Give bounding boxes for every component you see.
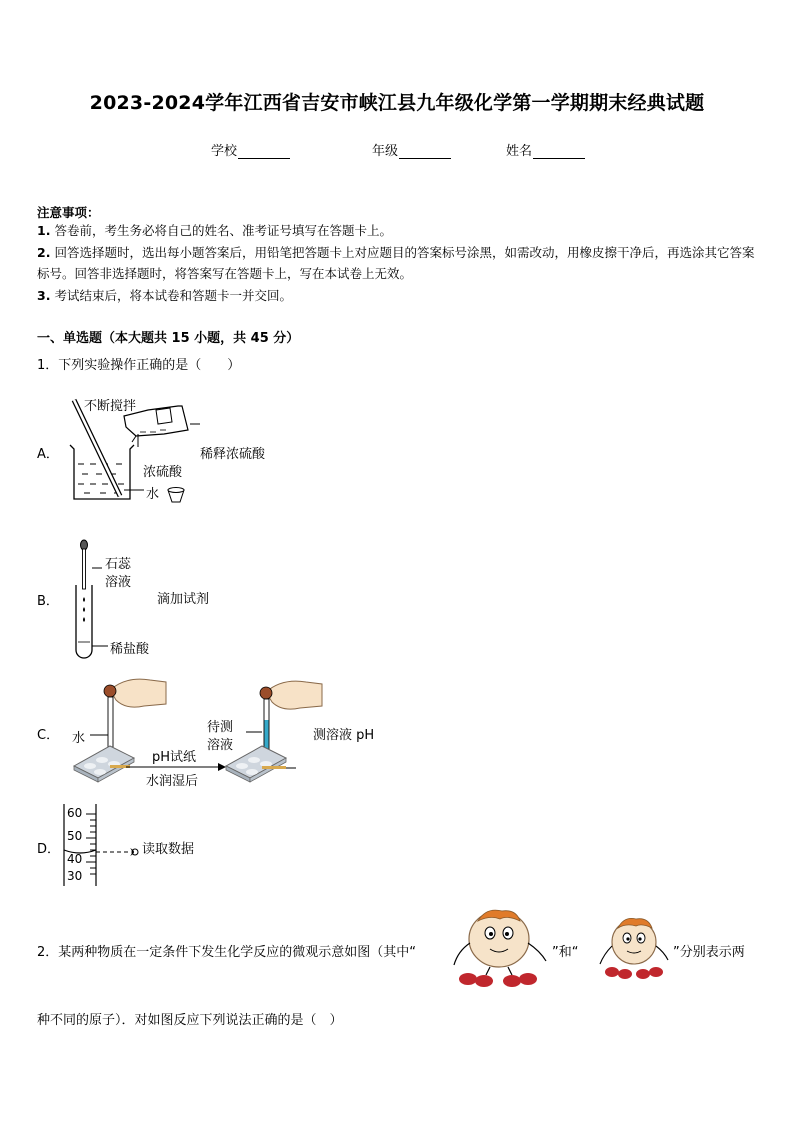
wet-label: 水润湿后 [146,774,199,789]
grade-blank [399,144,451,159]
tick-60: 60 [67,806,83,820]
name-label: 姓名 [506,144,533,159]
q2-stem-part-4: 种不同的原子）．对如图反应下列说法正确的是（ ） [37,1013,343,1028]
tick-40: 40 [67,852,83,866]
ph-paper-label: pH试纸 [152,750,197,765]
q1-option-a-label: A． [37,447,59,462]
large-atom-icon [446,903,552,989]
note-text: 考试结束后，将本试卷和答题卡一并交回。 [54,288,292,303]
school-blank [238,144,290,159]
note-item-1 [37,220,757,241]
measure-ph-caption: 测溶液 pH [313,728,375,743]
page-title: 2023-2024学年江西省吉安市峡江县九年级化学第一学期期末经典试题 [89,92,705,114]
small-atom-icon [596,912,672,984]
test-tube-figure [70,537,110,662]
note-text: 答卷前，考生务必将自己的姓名、准考证号填写在答题卡上。 [54,223,392,238]
water-label-c: 水 [72,731,86,746]
litmus-label-2: 溶液 [105,575,132,590]
solution-label-1: 待测 [207,720,234,735]
note-text: 回答选择题时，选出每小题答案后，用铅笔把答题卡上对应题目的答案标号涂黑，如需改动，用橡皮擦干净后，再选涂其它答案标号。回答非选择题时，将答案写在答题卡上，写在本试卷上无效。 [37,245,755,281]
q2-stem-part-1: 2．某两种物质在一定条件下发生化学反应的微观示意如图（其中“ [37,945,417,960]
note-item-3 [37,285,757,306]
read-data-caption: 读取数据 [142,842,195,857]
grade-label: 年级 [372,144,399,159]
note-num: 1. [37,223,51,238]
grade-field [372,140,451,159]
water-label-a: 水 [146,487,160,502]
name-field [506,140,585,159]
name-blank [533,144,585,159]
q1-stem: 1．下列实验操作正确的是（ ） [37,358,241,373]
add-reagent-caption: 滴加试剂 [157,592,210,607]
litmus-label-1: 石蕊 [105,557,132,572]
school-field [211,140,290,159]
section-title: 一、单选题（本大题共 15 小题，共 45 分） [37,331,300,346]
solution-label-2: 溶液 [207,738,234,753]
conc-acid-label: 浓硫酸 [143,465,183,480]
school-label: 学校 [211,144,238,159]
dilute-acid-caption: 稀释浓硫酸 [200,447,266,462]
notes-title: 注意事项： [37,205,100,220]
q2-stem-part-2: ”和“ [552,945,579,960]
q2-stem-part-3: ”分别表示两 [673,945,745,960]
tick-30: 30 [67,869,83,883]
q1-option-c-label: C． [37,728,60,743]
tick-50: 50 [67,829,83,843]
dilute-hcl-label: 稀盐酸 [110,642,150,657]
q1-option-b-label: B． [37,594,59,609]
q1-option-d-label: D． [37,842,61,857]
note-num: 3. [37,288,51,303]
stir-label: 不断搅拌 [84,399,137,414]
note-num: 2. [37,245,51,260]
note-item-2 [37,242,757,284]
